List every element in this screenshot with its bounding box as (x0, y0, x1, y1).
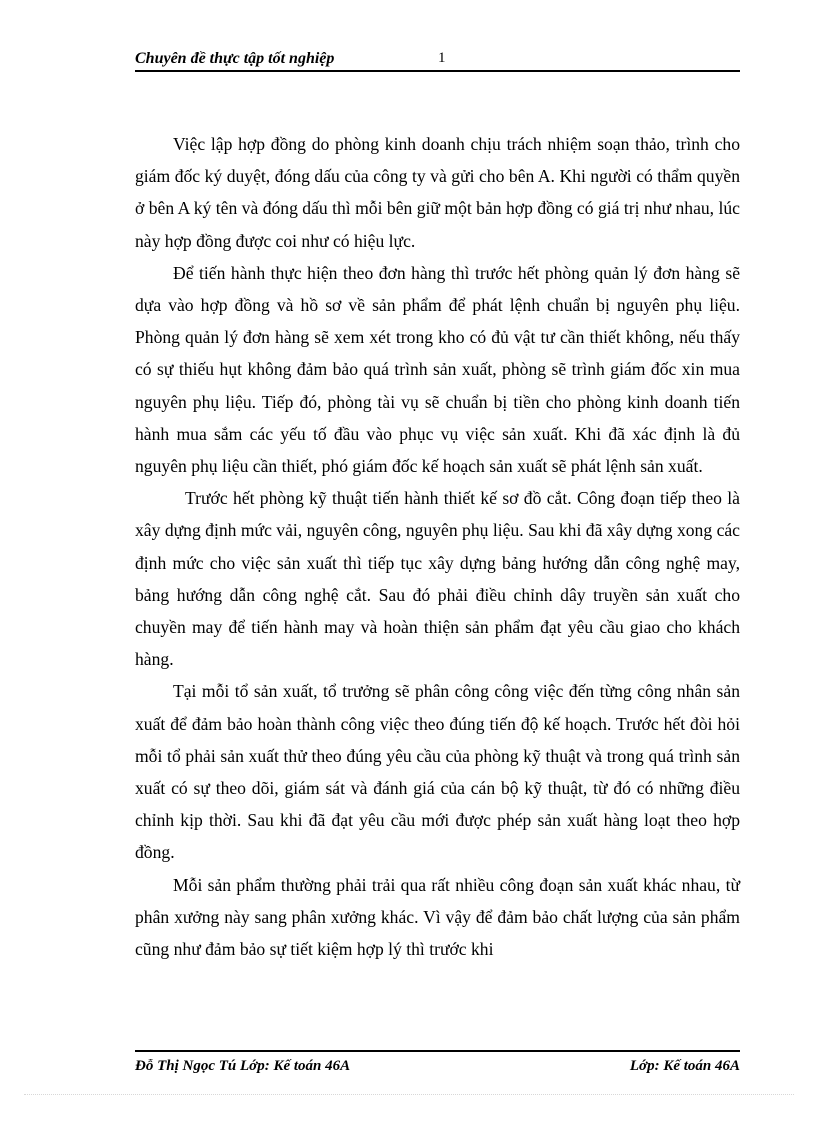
paragraph: Tại mỗi tổ sản xuất, tổ trưởng sẽ phân công công việc đến từng công nhân sản xuất để đảm bảo hoàn thành công việc theo đúng tiến độ kế hoạch. Trước hết đòi hỏi mỗi tổ phải sản xuất thử theo đúng yêu cầu của phòng kỹ thuật và trong quá trình sản xuất có sự theo dõi, giám sát và đánh giá của cán bộ kỹ thuật, từ đó có những điều chỉnh kịp thời. Sau khi đã đạt yêu cầu mới được phép sản xuất hàng loạt theo hợp đồng. (135, 681, 740, 863)
footer-author: Đỗ Thị Ngọc Tú Lớp: Kế toán 46A (135, 1058, 351, 1074)
page-edge-divider (24, 1094, 794, 1095)
paragraph: Trước hết phòng kỹ thuật tiến hành thiết kế sơ đồ cắt. Công đoạn tiếp theo là xây dựng định mức vải, nguyên công, nguyên phụ liệu. Sau khi đã xây dựng xong các định mức cho việc sản xuất thì tiếp tục xây dựng bảng hướng dẫn công nghệ may, bảng hướng dẫn công nghệ cắt. Sau đó phải điều chỉnh dây truyền sản xuất cho chuyền may để tiến hành may và hoàn thiện sản phẩm đạt yêu cầu giao cho khách hàng. (135, 488, 740, 670)
document-body (135, 128, 740, 965)
paragraph: Mỗi sản phẩm thường phải trải qua rất nhiều công đoạn sản xuất khác nhau, từ phân xưởng này sang phân xưởng khác. Vì vậy để đảm bảo chất lượng của sản phẩm cũng như đảm bảo sự tiết kiệm hợp lý thì trước khi (135, 874, 740, 960)
paragraph: Việc lập hợp đồng do phòng kinh doanh chịu trách nhiệm soạn thảo, trình cho giám đốc ký duyệt, đóng dấu của công ty và gửi cho bên A. Khi người có thẩm quyền ở bên A ký tên và đóng dấu thì mỗi bên giữ một bản hợp đồng có giá trị như nhau, lúc này hợp đồng được coi như có hiệu lực. (135, 134, 740, 251)
footer-class: Lớp: Kế toán 46A (629, 1058, 740, 1074)
page-footer (135, 1050, 740, 1074)
page-number: 1 (438, 50, 446, 66)
header-title: Chuyên đề thực tập tốt nghiệp (135, 50, 335, 67)
paragraph: Để tiến hành thực hiện theo đơn hàng thì trước hết phòng quản lý đơn hàng sẽ dựa vào hợp đồng và hồ sơ về sản phẩm để phát lệnh chuẩn bị nguyên phụ liệu. Phòng quản lý đơn hàng sẽ xem xét trong kho có đủ vật tư cần thiết không, nếu thấy có sự thiếu hụt không đảm bảo quá trình sản xuất, phòng sẽ trình giám đốc xin mua nguyên phụ liệu. Tiếp đó, phòng tài vụ sẽ chuẩn bị tiền cho phòng kinh doanh tiến hành mua sắm các yếu tố đầu vào phục vụ việc sản xuất. Khi đã xác định là đủ nguyên phụ liệu cần thiết, phó giám đốc kế hoạch sản xuất sẽ phát lệnh sản xuất. (135, 262, 740, 477)
page-header (135, 48, 740, 72)
